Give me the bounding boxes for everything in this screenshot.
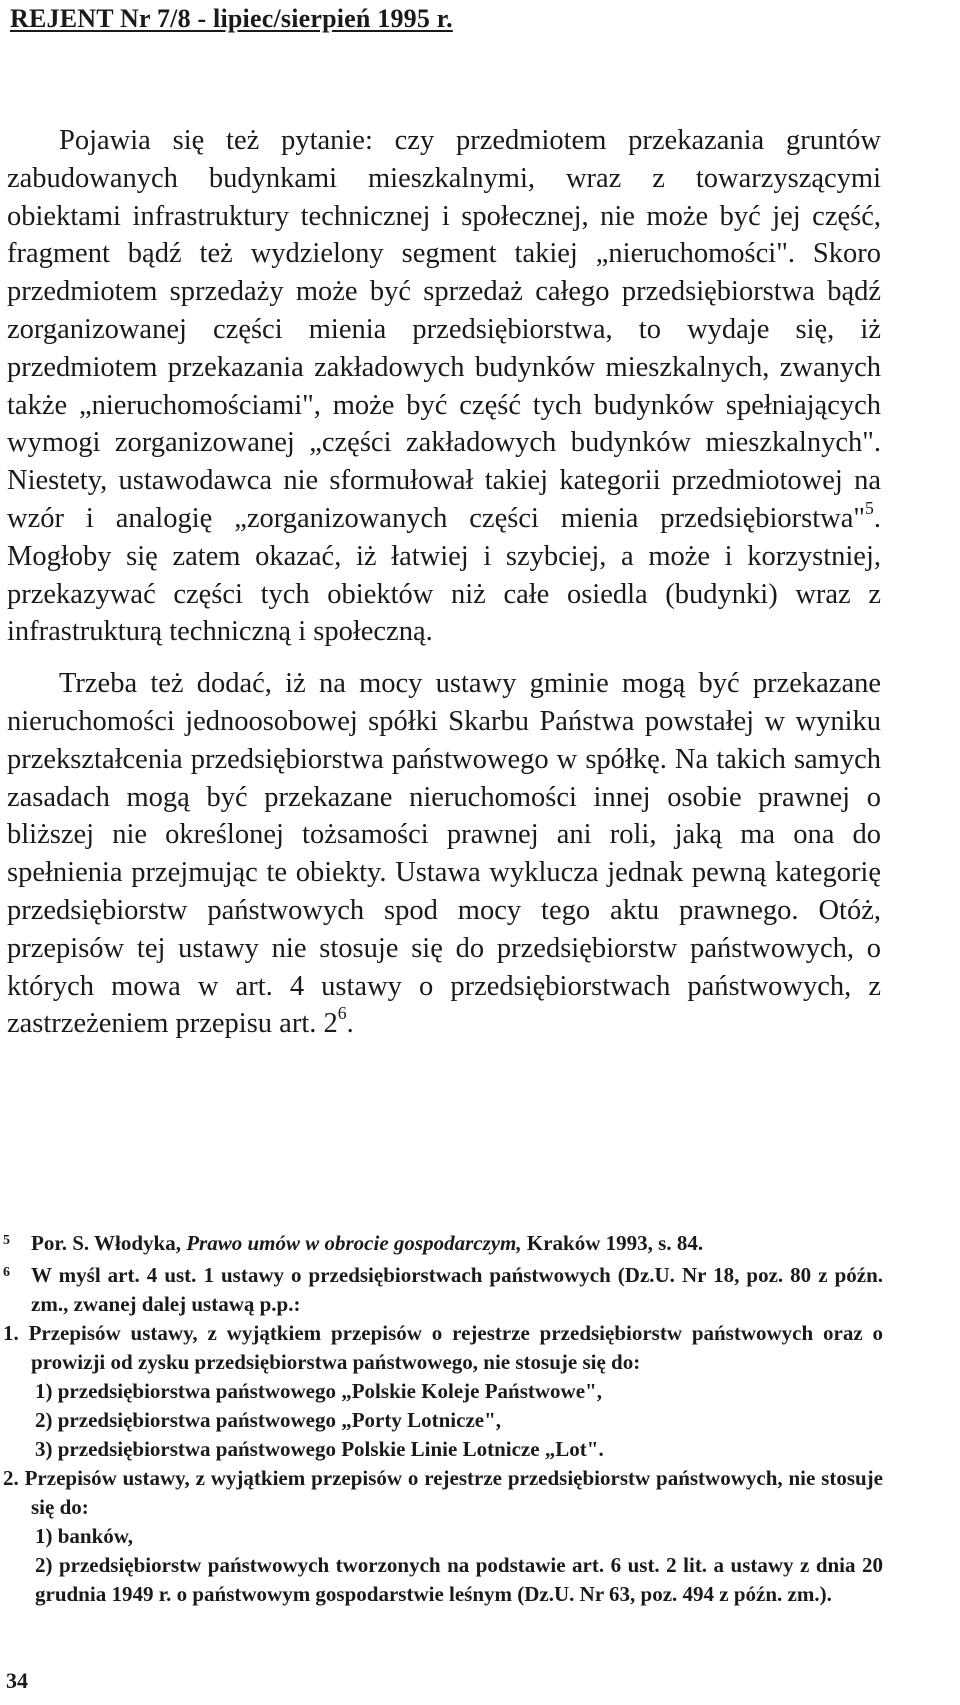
footnote-6-text: W myśl art. 4 ust. 1 ustawy o przedsiębiorstwach państwowych (Dz.U. Nr 18, poz. 80 z późn. zm., zwanej dalej ustawą p.p.: — [31, 1263, 883, 1316]
list-item: 3) przedsiębiorstwa państwowego Polskie Linie Lotnicze „Lot". — [35, 1437, 604, 1461]
footnote-5-prefix: Por. S. Włodyka, — [31, 1231, 187, 1255]
paragraph-2 — [7, 665, 881, 1043]
paragraph-1-text: Pojawia się też pytanie: czy przedmiotem przekazania gruntów zabudowanych budynkami mieszkalnymi, wraz z towarzyszącymi obiektami infrastruktury technicznej i społecznej, nie może być jej część, fragment bądź też wydzielony segment takiej „nieruchomości". Skoro przedmiotem sprzedaży może być sprzedaż całego przedsiębiorstwa bądź zorganizowanej części mienia przedsiębiorstwa, to wydaje się, iż przedmiotem przekazania zakładowych budynków mieszkalnych, zwanych także „nieruchomościami", może być część tych budynków spełniających wymogi zorganizowanej „części zakładowych budynków mieszkalnych". Niestety, ustawodawca nie sformułował takiej kategorii przedmiotowej na wzór i analogię „zorganizowanych części mienia przedsiębiorstwa" — [7, 125, 881, 534]
footnote-5 — [3, 1226, 883, 1258]
footnote-5-title: Prawo umów w obrocie gospodarczym, — [186, 1231, 522, 1255]
list-item: 1) przedsiębiorstwa państwowego „Polskie Koleje Państwowe", — [35, 1379, 602, 1403]
footnote-number: 5 — [3, 1233, 10, 1248]
footnote-6-item-2: 2. Przepisów ustawy, z wyjątkiem przepisów o rejestrze przedsiębiorstw państwowych, nie stosuje się do: — [3, 1466, 883, 1519]
paragraph-2-end: . — [346, 1008, 354, 1040]
footnote-6 — [3, 1258, 883, 1319]
main-text — [7, 122, 881, 1043]
footnote-ref-6[interactable]: 6 — [337, 1003, 347, 1024]
footnote-6-item-1: 1. Przepisów ustawy, z wyjątkiem przepisów o rejestrze przedsiębiorstw państwowych oraz o prowizji od zysku przedsiębiorstwa państwowego, nie stosuje się do: — [3, 1321, 883, 1374]
paragraph-1 — [7, 122, 881, 651]
footnote-number: 6 — [3, 1265, 10, 1280]
page-number: 34 — [6, 1668, 28, 1693]
paragraph-2-text: Trzeba też dodać, iż na mocy ustawy gminie mogą być przekazane nieruchomości jednoosobowej spółki Skarbu Państwa powstałej w wyniku przekształcenia przedsiębiorstwa państwowego w spółkę. Na takich samych zasadach mogą być przekazane nieruchomości innej osobie prawnej o bliższej nie określonej tożsamości prawnej ani roli, jaką ma ona do spełnienia przejmując te obiekty. Ustawa wyklucza jednak pewną kategorię przedsiębiorstw państwowych spod mocy tego aktu prawnego. Otóż, przepisów tej ustawy nie stosuje się do przedsiębiorstw państwowych, o których mowa w art. 4 ustawy o przedsiębiorstwach państwowych, z zastrzeżeniem przepisu art. 2 — [7, 668, 881, 1040]
list-item: 2) przedsiębiorstwa państwowego „Porty Lotnicze", — [35, 1408, 502, 1432]
footnote-5-suffix: Kraków 1993, s. 84. — [521, 1231, 704, 1255]
list-item: 2) przedsiębiorstw państwowych tworzonych na podstawie art. 6 ust. 2 lit. a ustawy z dnia 20 grudnia 1949 r. o państwowym gospodarstwie leśnym (Dz.U. Nr 63, poz. 494 z późn. zm.). — [35, 1553, 883, 1606]
footnote-ref-5[interactable]: 5 — [865, 497, 874, 518]
list-item: 1) banków, — [35, 1524, 134, 1548]
footnotes — [3, 1226, 883, 1609]
paragraph-1-continuation: . Mogłoby się zatem okazać, iż łatwiej i szybciej, a może i korzystniej, przekazywać części tych obiektów niż całe osiedla (budynki) wraz z infrastrukturą techniczną i społeczną. — [7, 502, 881, 648]
running-header: REJENT Nr 7/8 - lipiec/sierpień 1995 r. — [10, 4, 453, 33]
